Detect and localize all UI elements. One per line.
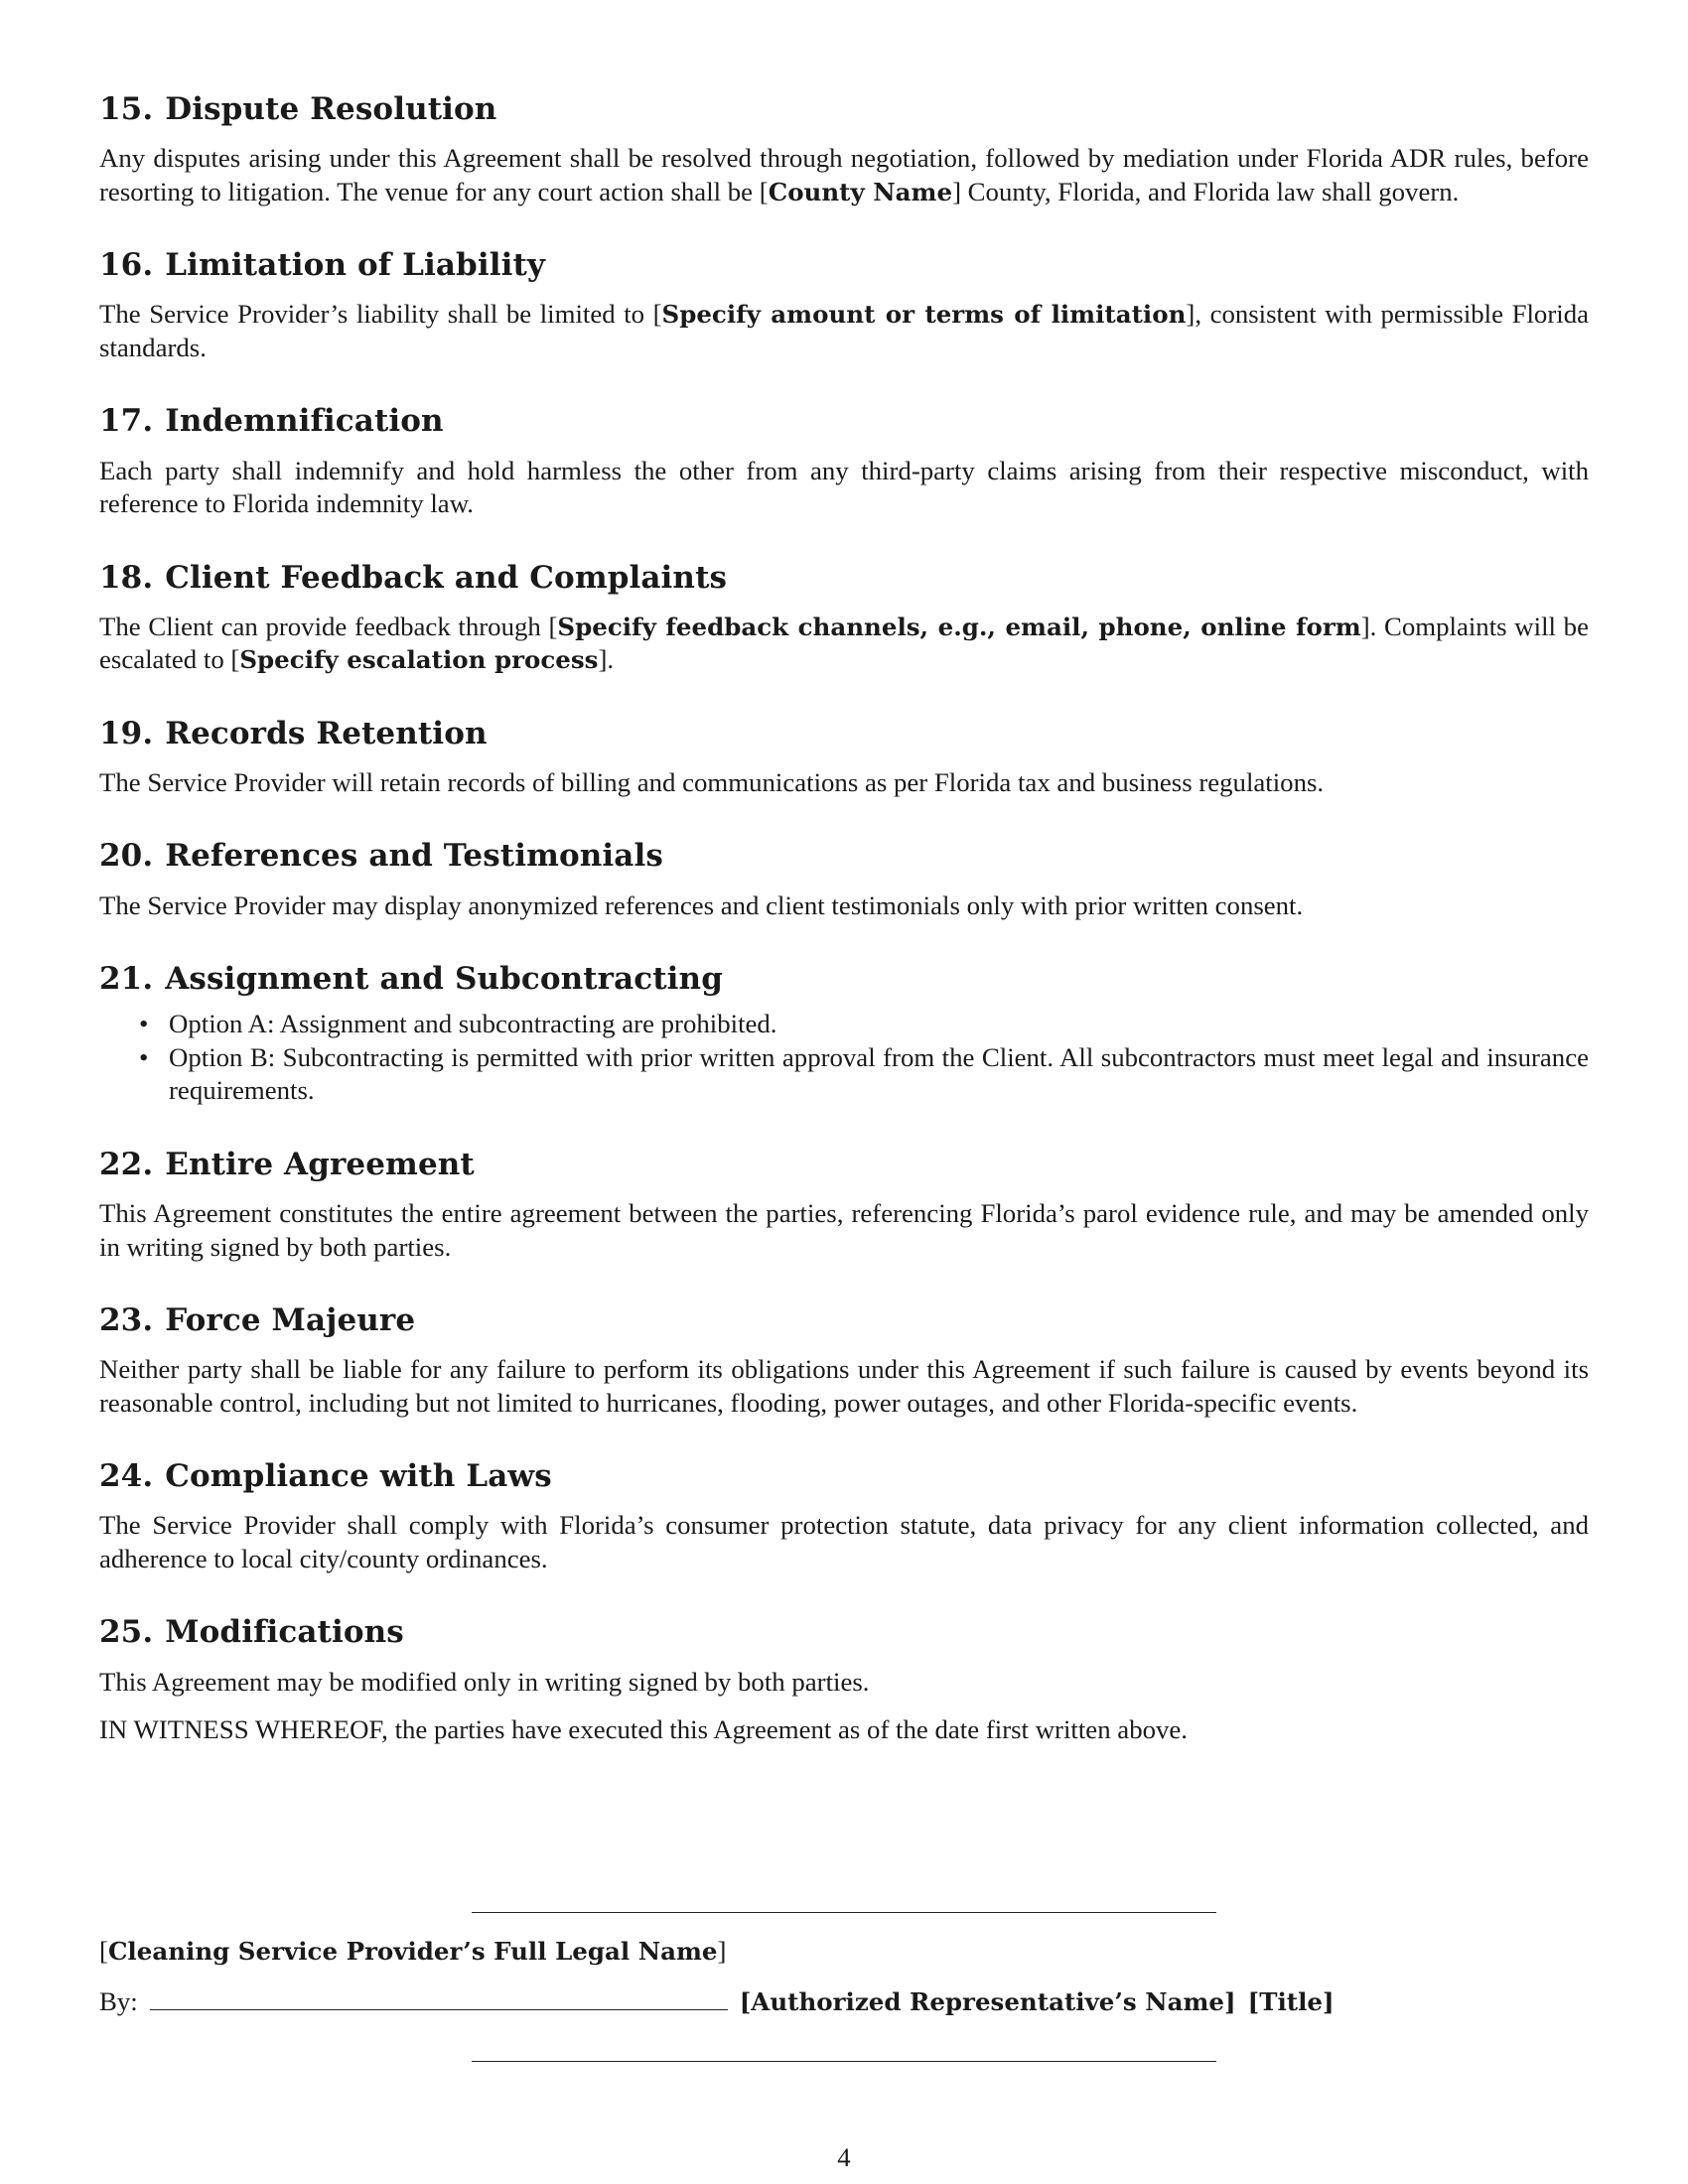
section-heading (99, 838, 1589, 875)
section-number: 17. (99, 403, 154, 440)
section-heading (99, 403, 1589, 440)
placeholder-liability-limit: Specify amount or terms of limitation (661, 300, 1187, 330)
section-title: Indemnification (165, 403, 444, 440)
placeholder-feedback-channels: Specify feedback channels, e.g., email, phone, online form (557, 612, 1361, 641)
section-heading (99, 961, 1589, 998)
text-run: ]. Complaints will be escalated to [ (99, 611, 1589, 675)
section-paragraph: This Agreement constitutes the entire agreement between the parties, referencing Florida’s parol evidence rule, and may be amended only in writing signed by both parties. (99, 1198, 1589, 1262)
by-label: By: (99, 1986, 138, 2016)
section-heading (99, 1147, 1589, 1183)
section-number: 15. (99, 91, 154, 127)
section-paragraph: The Service Provider will retain records of billing and communications as per Florida tax and business regulations. (99, 766, 1325, 797)
list-item (99, 1008, 1589, 1041)
section-number: 19. (99, 715, 154, 751)
section-heading (99, 247, 1589, 284)
signature-line-top (472, 1912, 1216, 1913)
text-run: The Service Provider’s liability shall be limited to [ (99, 299, 662, 330)
section-number: 16. (99, 247, 154, 284)
text-run: ] County, Florida, and Florida law shall govern. (952, 176, 1460, 206)
section-heading (99, 716, 1589, 752)
placeholder-county-name: County Name (768, 177, 953, 206)
section-title: Modifications (165, 1614, 404, 1651)
section-paragraph: Each party shall indemnify and hold harmless the other from any third-party claims arising from their respective misconduct, with reference to Florida indemnity law. (99, 455, 1589, 519)
section-20 (99, 838, 1589, 922)
section-heading (99, 1458, 1589, 1495)
signature-by-row (99, 1986, 1335, 2017)
text-run: ], consistent with permissible Florida standards. (99, 299, 1589, 362)
section-title: Dispute Resolution (165, 91, 497, 127)
section-16 (99, 247, 1589, 364)
section-paragraph: The Service Provider may display anonymized references and client testimonials only with prior written consent. (99, 889, 1304, 920)
section-18 (99, 560, 1589, 677)
section-title: Limitation of Liability (165, 247, 545, 284)
section-paragraph (99, 611, 1589, 677)
signature-field[interactable] (150, 1987, 728, 2010)
section-title: Assignment and Subcontracting (165, 961, 723, 998)
section-17 (99, 403, 1589, 520)
section-heading (99, 560, 1589, 597)
section-number: 22. (99, 1146, 154, 1182)
section-24 (99, 1458, 1589, 1575)
section-paragraph (99, 142, 1589, 208)
section-title: Force Majeure (165, 1302, 416, 1338)
section-title: Client Feedback and Complaints (165, 559, 728, 596)
section-heading (99, 1614, 1589, 1651)
section-number: 24. (99, 1458, 154, 1495)
text-run: The Client can provide feedback through [ (99, 611, 558, 641)
list-item-text: Option B: Subcontracting is permitted with prior written approval from the Client. All subcontractors must meet legal and insurance requirements. (169, 1041, 1589, 1106)
section-paragraph: This Agreement may be modified only in writing signed by both parties. (99, 1666, 870, 1697)
section-number: 23. (99, 1302, 154, 1338)
section-number: 25. (99, 1614, 154, 1651)
representative-title: [Title] (1247, 1987, 1335, 2016)
text-run: Any disputes arising under this Agreement shall be resolved through negotiation, followed by mediation under Florida ADR rules, before resorting to litigation. The venue for any court action shall be [ (99, 143, 1589, 206)
list-item-text: Option A: Assignment and subcontracting are prohibited. (169, 1009, 777, 1039)
signature-line-bottom (472, 2061, 1216, 2062)
section-15 (99, 91, 1589, 208)
section-paragraph: The Service Provider shall comply with Florida’s consumer protection statute, data privacy for any client information collected, and adherence to local city/county ordinances. (99, 1510, 1589, 1573)
section-paragraph: Neither party shall be liable for any failure to perform its obligations under this Agreement if such failure is caused by events beyond its reasonable control, including but not limited to hurricanes, flooding, power outages, and other Florida-specific events. (99, 1354, 1589, 1418)
list-item (99, 1041, 1589, 1108)
section-23 (99, 1302, 1589, 1420)
section-heading (99, 91, 1589, 128)
section-paragraph (99, 298, 1589, 364)
document-body (99, 91, 1589, 1762)
section-19 (99, 716, 1589, 800)
section-21 (99, 961, 1589, 1108)
provider-name-block (99, 1936, 726, 1967)
section-number: 18. (99, 559, 154, 596)
section-title: References and Testimonials (165, 838, 663, 875)
bullet-icon: • (139, 1009, 149, 1039)
placeholder-escalation-process: Specify escalation process (239, 645, 599, 675)
representative-name: [Authorized Representative’s Name] (739, 1987, 1236, 2016)
section-25 (99, 1614, 1589, 1746)
text-run: ]. (598, 644, 615, 675)
section-number: 20. (99, 838, 154, 875)
section-heading (99, 1302, 1589, 1339)
options-list (99, 1008, 1589, 1108)
section-title: Compliance with Laws (165, 1458, 552, 1495)
section-number: 21. (99, 961, 154, 998)
bracket: ] (717, 1936, 727, 1966)
section-22 (99, 1147, 1589, 1264)
provider-legal-name: Cleaning Service Provider’s Full Legal Name (107, 1937, 718, 1966)
section-title: Records Retention (165, 715, 488, 751)
witness-clause: IN WITNESS WHEREOF, the parties have executed this Agreement as of the date first written above. (99, 1714, 1188, 1745)
bracket: [ (99, 1936, 108, 1966)
page-number: 4 (837, 2142, 851, 2172)
bullet-icon: • (139, 1041, 149, 1072)
section-title: Entire Agreement (165, 1146, 475, 1182)
